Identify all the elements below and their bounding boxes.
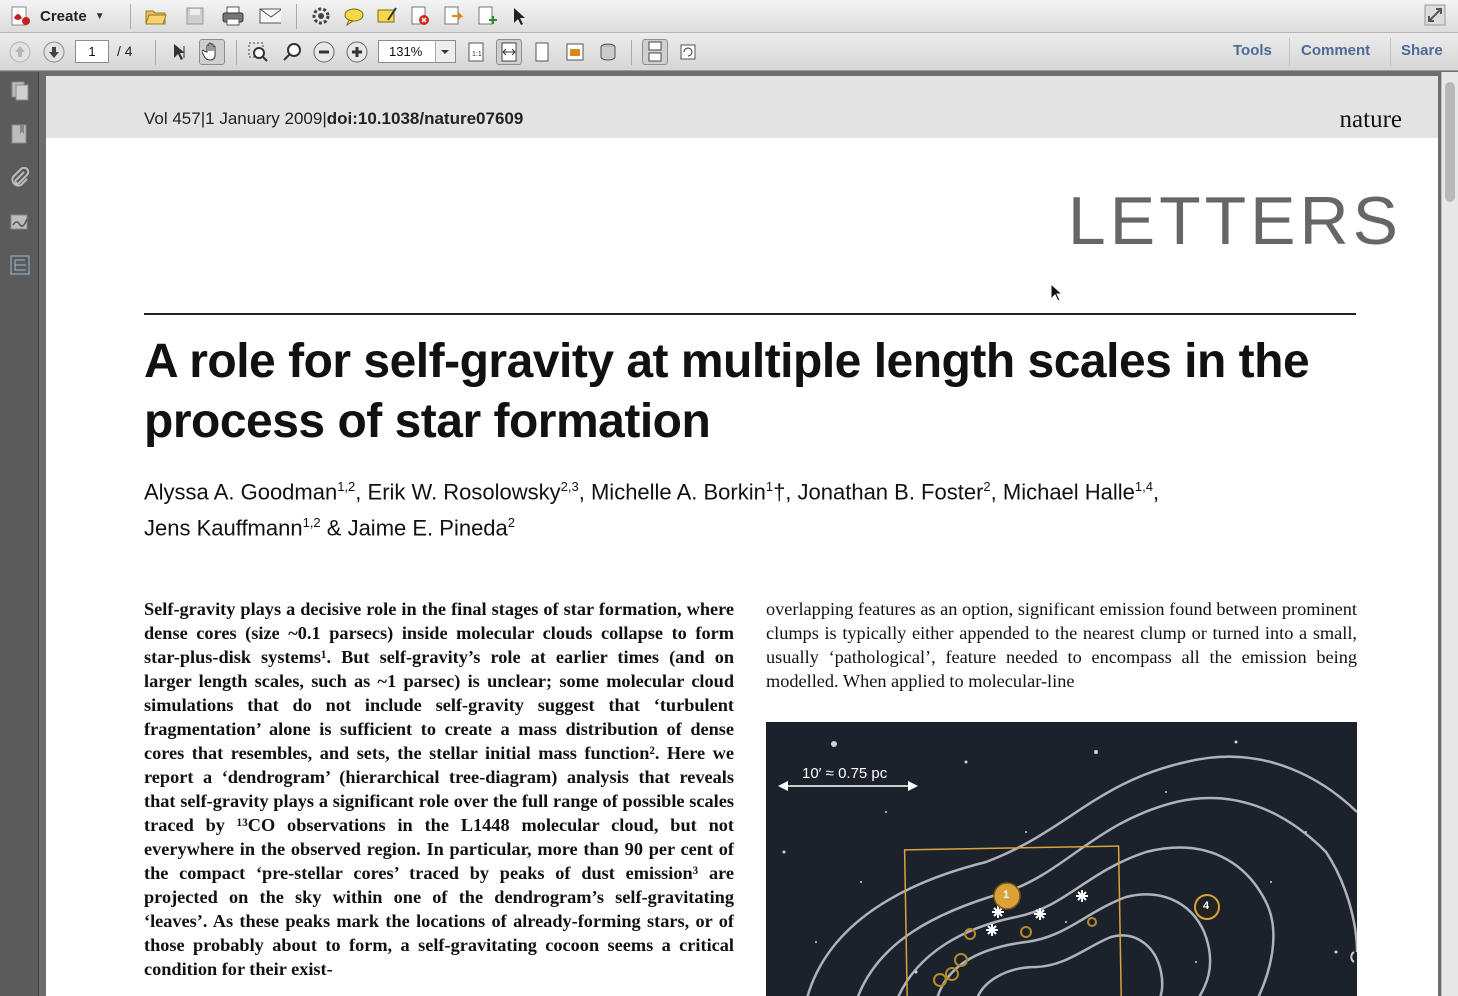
marquee-zoom-icon[interactable] [247, 41, 269, 63]
fit-width-icon[interactable] [496, 39, 522, 65]
next-page-icon[interactable] [43, 41, 65, 63]
article-title: A role for self-gravity at multiple length scales in the process of star formation [144, 335, 1310, 448]
signatures-icon[interactable] [9, 211, 31, 233]
marker-label: 1 [1003, 889, 1010, 901]
author-name: †, Jonathan B. Foster [773, 479, 984, 505]
author-name: & Jaime E. Pineda [320, 515, 508, 541]
author-name: Alyssa A. Goodman [144, 479, 338, 505]
delete-page-icon[interactable] [409, 5, 431, 27]
author-name: , Michelle A. Borkin [578, 479, 766, 505]
chevron-down-icon: ▼ [94, 10, 105, 22]
toolbar-separator [1289, 38, 1290, 66]
zoom-level-value: 131% [389, 44, 423, 59]
mouse-cursor-icon [1050, 283, 1064, 303]
attachments-icon[interactable] [9, 167, 31, 189]
print-icon[interactable] [222, 5, 244, 27]
author-line-1 [144, 471, 1364, 507]
gear-icon[interactable] [310, 5, 332, 27]
body-text-column-2: overlapping features as an option, significant emission found between prominent clumps is typically either appended to the nearest clump or turned into a small, usually ‘pathological’, feature needed to encompass all the emission being modelled. When applied to molecular-line [766, 599, 1357, 691]
zoom-out-icon[interactable] [313, 41, 335, 63]
journal-volume-date: Vol 457|1 January 2009| [144, 109, 327, 128]
bookmarks-icon[interactable] [9, 123, 31, 145]
journal-info [144, 109, 523, 129]
title-divider [144, 313, 1356, 315]
section-heading: LETTERS [1067, 183, 1402, 259]
zoom-level-select[interactable] [378, 40, 456, 63]
fit-page-icon[interactable] [531, 41, 553, 63]
create-label: Create [40, 7, 87, 25]
journal-logo: nature [1339, 106, 1402, 133]
comment-bubble-icon[interactable] [343, 5, 365, 27]
vertical-scrollbar[interactable] [1441, 72, 1458, 996]
affiliation-mark: 2 [507, 515, 516, 531]
export-page-icon[interactable] [442, 5, 464, 27]
previous-page-icon[interactable] [9, 41, 31, 63]
star-field-contour-map [766, 722, 1357, 996]
toolbar-separator [155, 40, 156, 65]
toolbar-separator [296, 4, 297, 29]
select-pointer-icon[interactable] [508, 5, 530, 27]
save-icon[interactable] [184, 5, 206, 27]
scrolling-mode-icon[interactable] [642, 39, 668, 65]
select-tool-icon[interactable] [168, 41, 190, 63]
page-total: / 4 [117, 43, 133, 59]
affiliation-mark: 1,4 [1134, 479, 1153, 494]
figure-1-image [766, 722, 1357, 996]
share-link[interactable]: Share [1401, 42, 1443, 59]
chevron-down-icon[interactable] [435, 41, 455, 62]
journal-doi: doi:10.1038/nature07609 [326, 109, 524, 128]
open-folder-icon[interactable] [145, 5, 167, 27]
svg-text:1:1: 1:1 [472, 51, 482, 58]
document-page [46, 76, 1438, 996]
create-pdf-icon [8, 4, 32, 28]
scrollbar-thumb[interactable] [1445, 82, 1455, 202]
marker-label: 4 [1203, 900, 1210, 912]
abstract-text: Self-gravity plays a decisive role in the final stages of star formation, where dense cores (size ~0.1 parsecs) inside molecular clouds collapse to form star-plus-disk systems¹. But self-gravity’s role at earlier times (and on larger length scales, such as ~1 parsec) is unclear; some molecular cloud simulations that do not include self-gravity suggest that ‘turbulent fragmentation’ alone is sufficient to create a mass distribution of dense cores that resembles, and sets, the stellar initial mass function². Here we report a ‘dendrogram’ (hierarchical tree-diagram) analysis that reveals that self-gravity plays a significant role over the full range of possible scales traced by ¹³CO observations in the L1448 molecular cloud, but not everywhere in the observed region. In particular, more than 90 per cent of the compact ‘pre-stellar cores’ traced by peaks of dust emission³ are projected on the sky within one of the dendrogram’s self-gravitating ‘leaves’. As these peaks mark the locations of already-forming stars, or of those probably about to form, a self-gravitating cocoon seems a critical condition for their exist- [144, 599, 734, 979]
affiliation-mark: 1,2 [337, 479, 356, 494]
fullscreen-icon[interactable] [1424, 4, 1446, 26]
rotate-view-icon[interactable] [677, 41, 699, 63]
affiliation-mark: 1 [765, 479, 774, 494]
author-line-2 [144, 507, 1364, 543]
toolbar-separator [1390, 38, 1391, 66]
author-name: Jens Kauffmann [144, 515, 303, 541]
toolbar-separator [236, 40, 237, 65]
author-list [144, 471, 1364, 544]
author-name: , Michael Halle [990, 479, 1135, 505]
affiliation-mark: 2 [983, 479, 991, 494]
highlight-icon[interactable] [376, 5, 398, 27]
navigation-panel [0, 72, 39, 996]
zoom-in-icon[interactable] [346, 41, 368, 63]
scale-bar-label: 10′ ≈ 0.75 pc [802, 765, 888, 782]
toolbar-separator [130, 4, 131, 29]
toolbar-separator [631, 40, 632, 65]
actual-size-icon[interactable] [465, 41, 487, 63]
fit-visible-icon[interactable] [564, 41, 586, 63]
author-name: , Erik W. Rosolowsky [355, 479, 561, 505]
affiliation-mark: 1,2 [302, 515, 321, 531]
tools-link[interactable]: Tools [1233, 42, 1272, 59]
email-icon[interactable] [259, 5, 281, 27]
affiliation-mark: 2,3 [560, 479, 579, 494]
insert-page-icon[interactable] [476, 5, 498, 27]
create-button[interactable] [8, 4, 105, 28]
comment-link[interactable]: Comment [1301, 42, 1371, 59]
author-separator: , [1153, 479, 1160, 505]
page-number-input[interactable]: 1 [75, 40, 109, 63]
reflow-icon[interactable] [597, 41, 619, 63]
content-tree-icon[interactable] [9, 254, 31, 276]
main-toolbar [0, 0, 1458, 33]
journal-header [46, 76, 1438, 138]
page-thumbnails-icon[interactable] [9, 80, 31, 102]
dynamic-zoom-icon[interactable] [281, 41, 303, 63]
hand-tool-icon[interactable] [199, 39, 225, 65]
